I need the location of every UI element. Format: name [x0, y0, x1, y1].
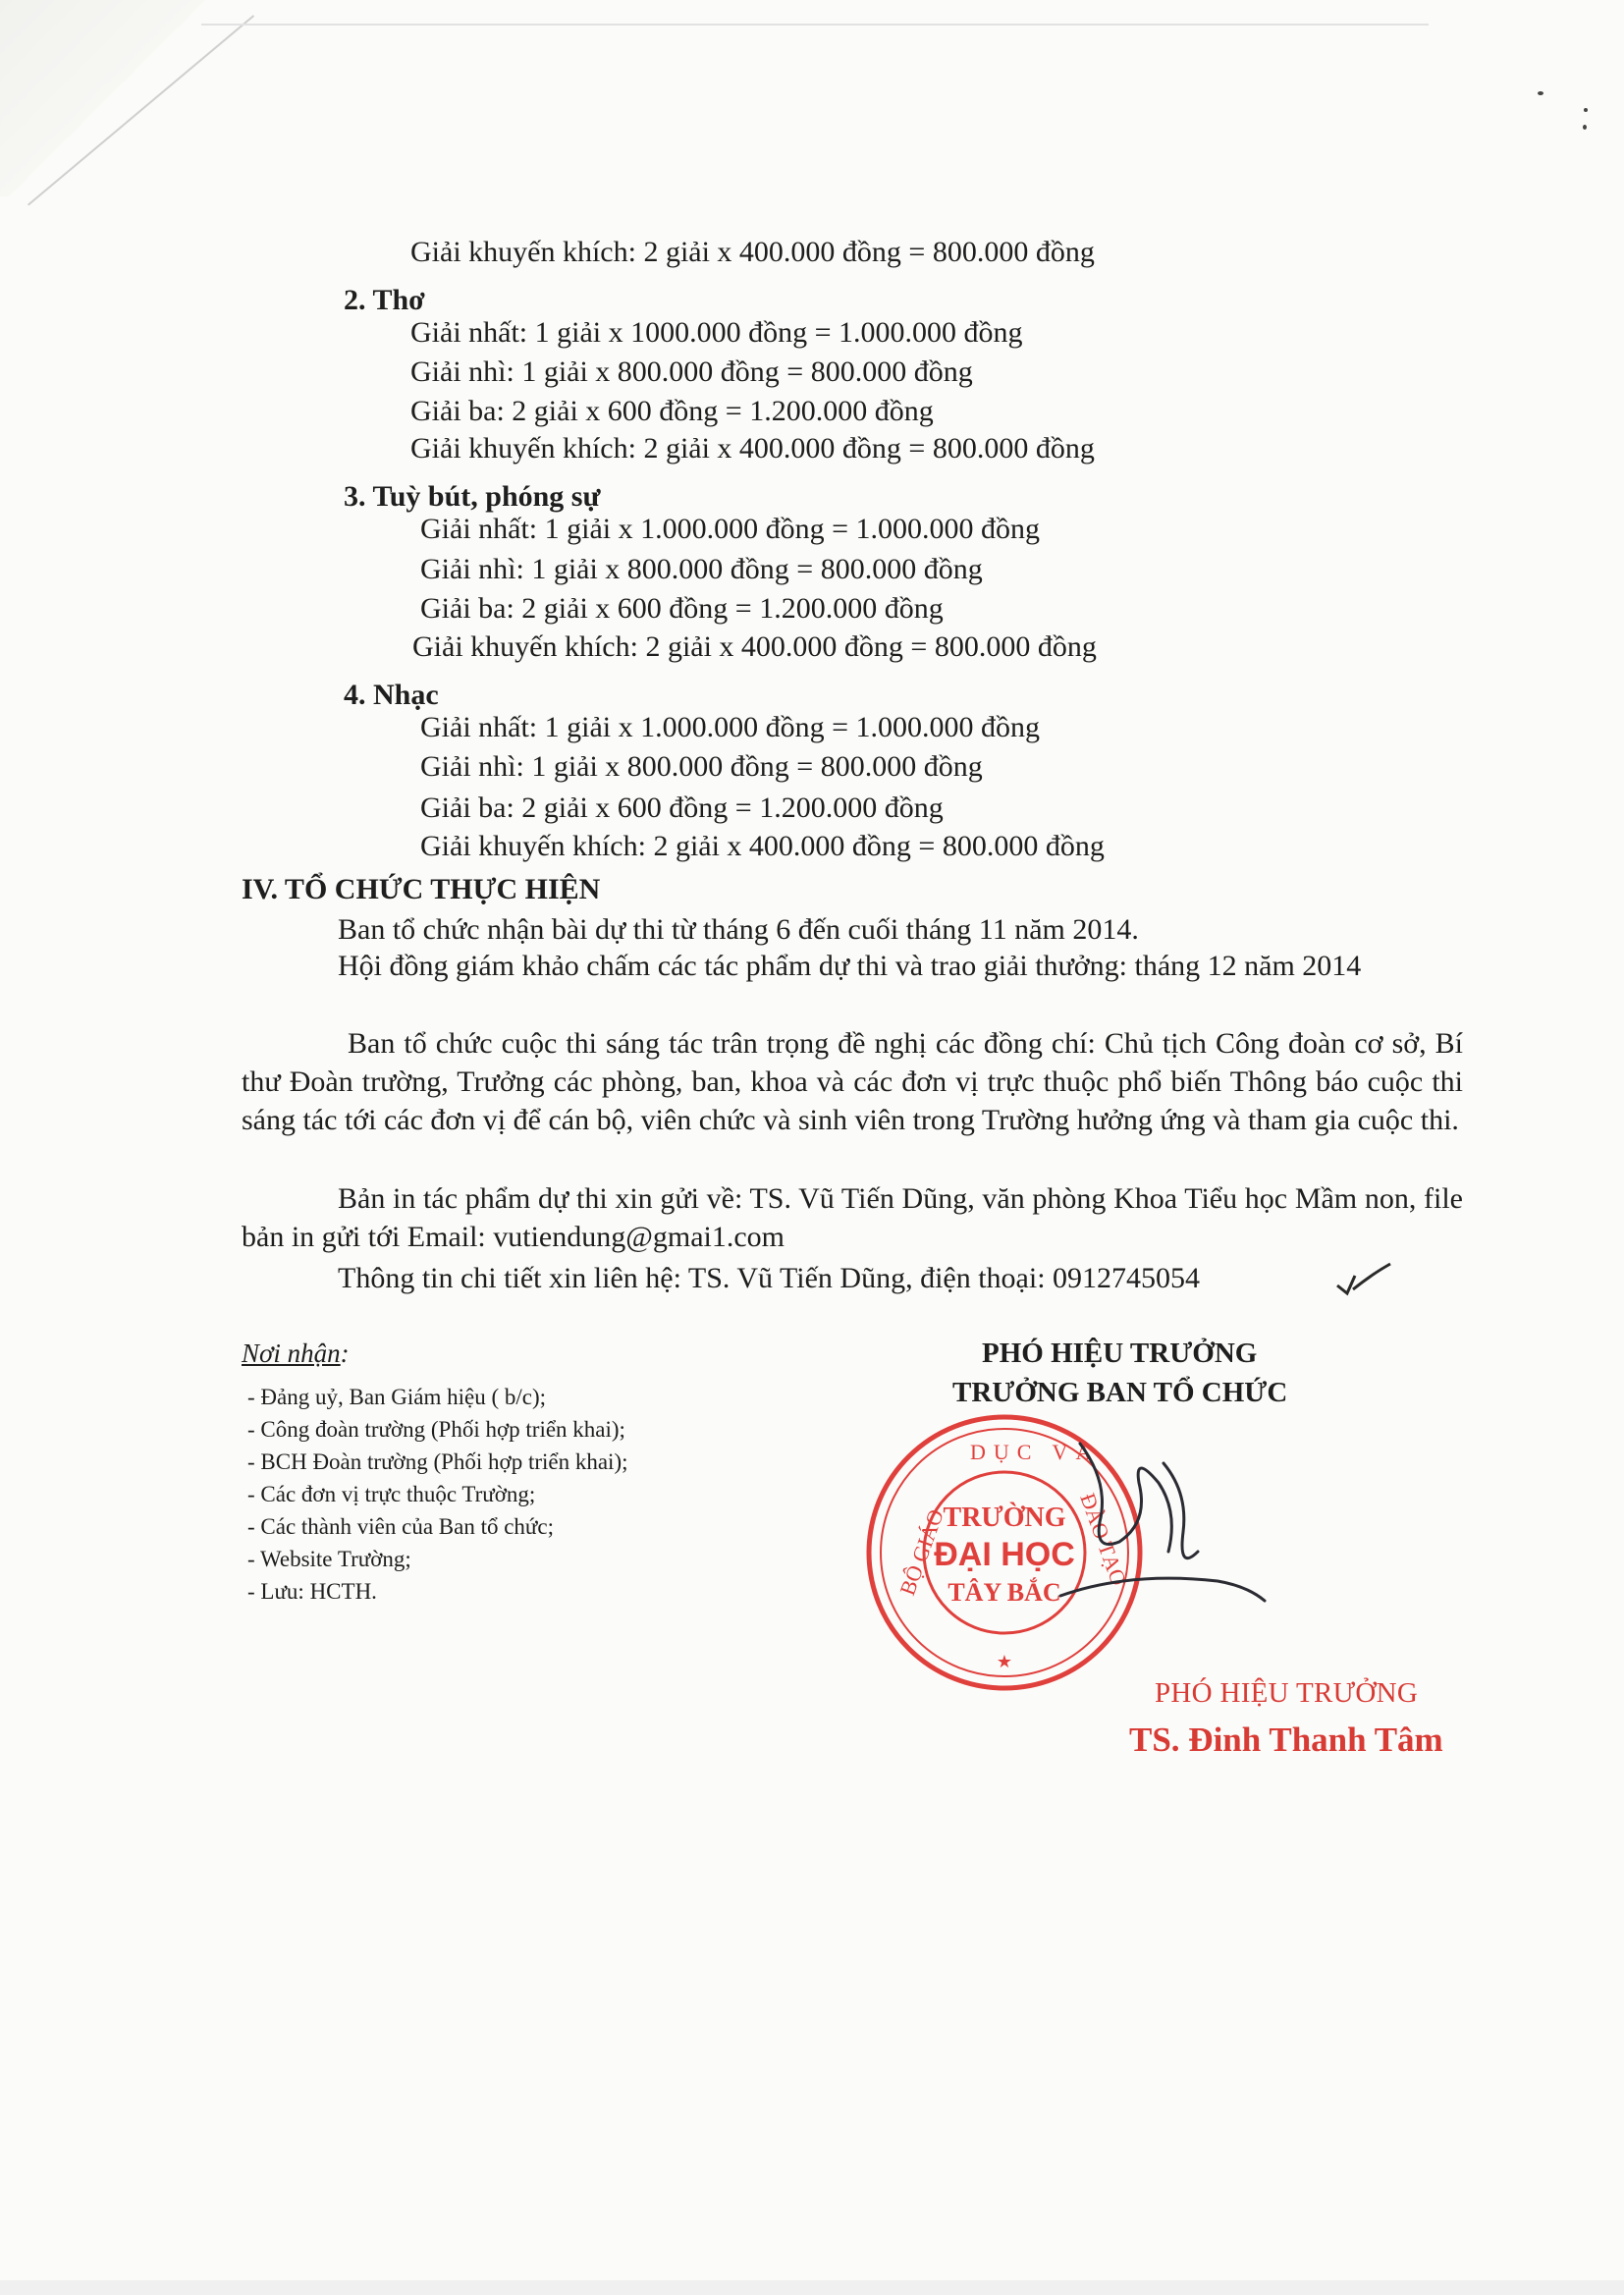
svg-text:★: ★ — [996, 1652, 1013, 1672]
section-heading-poetry: 2. Thơ — [344, 284, 425, 316]
svg-text:ĐÀO TẠO: ĐÀO TẠO — [1075, 1490, 1132, 1589]
list-item: - Website Trường; — [247, 1547, 411, 1571]
handwritten-tick — [1333, 1260, 1392, 1297]
prize-line: Giải ba: 2 giải x 600 đồng = 1.200.000 đồng — [420, 592, 944, 625]
prize-line: Giải nhất: 1 giải x 1.000.000 đồng = 1.000.000 đồng — [420, 711, 1041, 743]
scan-speck — [1584, 108, 1588, 112]
seal-signer-title: PHÓ HIỆU TRƯỞNG — [1155, 1677, 1419, 1709]
signer-title: PHÓ HIỆU TRƯỞNG — [982, 1338, 1258, 1369]
scan-bottom-edge — [0, 2280, 1624, 2295]
prize-line: Giải nhì: 1 giải x 800.000 đồng = 800.000 đồng — [420, 750, 983, 783]
list-item: - Công đoàn trường (Phối hợp triển khai); — [247, 1417, 625, 1442]
list-item: - Lưu: HCTH. — [247, 1579, 377, 1604]
list-item: - Các thành viên của Ban tổ chức; — [247, 1514, 554, 1539]
prize-line: Giải ba: 2 giải x 600 đồng = 1.200.000 đồng — [420, 792, 944, 824]
paragraph: Ban tổ chức nhận bài dự thi từ tháng 6 đến cuối tháng 11 năm 2014. — [338, 913, 1139, 946]
paragraph: Bản in tác phẩm dự thi xin gửi về: TS. Vũ Tiến Dũng, văn phòng Khoa Tiểu học Mầm non, file bản in gửi tới Email: vutiendung@gmai1.com — [242, 1182, 1463, 1253]
svg-text:TÂY BẮC: TÂY BẮC — [947, 1578, 1061, 1607]
prize-line: Giải khuyến khích: 2 giải x 400.000 đồng = 800.000 đồng — [410, 432, 1095, 464]
prize-line: Giải nhì: 1 giải x 800.000 đồng = 800.000 đồng — [410, 355, 973, 388]
prize-line: Giải khuyến khích: 2 giải x 400.000 đồng = 800.000 đồng — [410, 236, 1095, 268]
svg-text:BỘ GIÁO: BỘ GIÁO — [894, 1505, 948, 1599]
list-item: - BCH Đoàn trường (Phối hợp triển khai); — [247, 1449, 628, 1474]
scan-speck — [1538, 91, 1543, 95]
prize-line: Giải khuyến khích: 2 giải x 400.000 đồng = 800.000 đồng — [420, 830, 1105, 862]
prize-line: Giải nhất: 1 giải x 1.000.000 đồng = 1.000.000 đồng — [420, 513, 1041, 545]
prize-line: Giải nhất: 1 giải x 1000.000 đồng = 1.000.000 đồng — [410, 316, 1023, 349]
svg-text:TRƯỜNG: TRƯỜNG — [943, 1503, 1066, 1533]
section-heading-essay: 3. Tuỳ bút, phóng sự — [344, 480, 601, 513]
signer-role: TRƯỞNG BAN TỔ CHỨC — [952, 1377, 1288, 1408]
prize-line: Giải nhì: 1 giải x 800.000 đồng = 800.000 đồng — [420, 553, 983, 585]
scan-top-edge — [201, 24, 1429, 26]
handwritten-signature — [1041, 1424, 1267, 1630]
scan-speck — [1583, 125, 1587, 130]
prize-line: Giải ba: 2 giải x 600 đồng = 1.200.000 đồng — [410, 395, 934, 427]
paragraph: Ban tổ chức cuộc thi sáng tác trân trọng đề nghị các đồng chí: Chủ tịch Công đoàn cơ sở, Bí thư Đoàn trường, Trưởng các phòng, ban, khoa và các đơn vị trực thuộc phổ biến Thông báo cuộc thi sáng tác tới các đơn vị để cán bộ, viên chức và sinh viên trong Trường hưởng ứng và tham gia cuộc thi. — [242, 1027, 1463, 1136]
folded-corner — [0, 0, 255, 196]
section-heading-organization: IV. TỔ CHỨC THỰC HIỆN — [242, 873, 601, 905]
svg-text:DỤC VÀ: DỤC VÀ — [970, 1440, 1100, 1464]
svg-text:ĐẠI HỌC: ĐẠI HỌC — [934, 1536, 1075, 1573]
list-item: - Các đơn vị trực thuộc Trường; — [247, 1482, 536, 1506]
section-heading-music: 4. Nhạc — [344, 679, 439, 711]
paragraph: Thông tin chi tiết xin liên hệ: TS. Vũ Tiến Dũng, điện thoại: 0912745054 — [338, 1262, 1201, 1294]
seal-signer-name: TS. Đinh Thanh Tâm — [1129, 1721, 1443, 1759]
recipients-list — [247, 1381, 628, 1608]
prize-line: Giải khuyến khích: 2 giải x 400.000 đồng = 800.000 đồng — [412, 630, 1097, 663]
paragraph: Hội đồng giám khảo chấm các tác phẩm dự thi và trao giải thưởng: tháng 12 năm 2014 — [338, 950, 1362, 982]
list-item: - Đảng uỷ, Ban Giám hiệu ( b/c); — [247, 1385, 547, 1409]
recipients-title: Nơi nhận: — [242, 1339, 350, 1368]
